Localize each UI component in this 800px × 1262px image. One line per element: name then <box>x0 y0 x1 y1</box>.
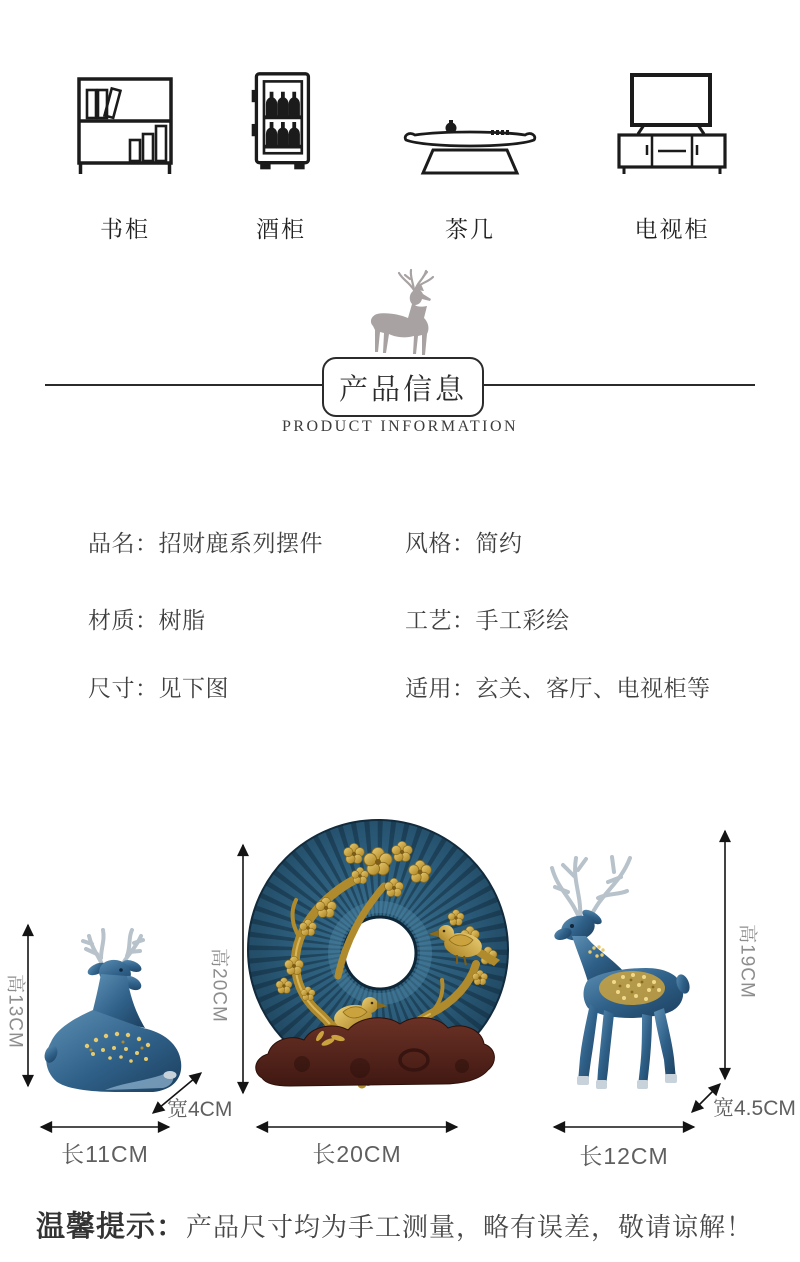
section-title: 产品信息 <box>338 373 467 406</box>
spec-size-label: 尺寸： <box>88 675 159 701</box>
scene-label-tea-table: 茶几 <box>445 216 495 242</box>
scene-label-wine-cabinet: 酒柜 <box>256 216 306 242</box>
tea-table-icon-box <box>403 68 537 175</box>
wine-cabinet-icon-box <box>244 68 318 175</box>
warm-notice <box>36 1204 792 1245</box>
length-label-standing-deer: 长12CM <box>579 1143 669 1169</box>
scene-tv-stand <box>597 68 747 244</box>
tea-table-icon <box>403 117 537 175</box>
spec-size-value: 见下图 <box>158 675 229 701</box>
height-label-standing-deer: 高19CM <box>736 924 758 999</box>
length-label-sitting-deer: 长11CM <box>61 1141 149 1167</box>
spec-size <box>88 670 229 703</box>
length-arrow-sitting-deer <box>34 1120 176 1134</box>
scene-bookcase <box>50 68 200 244</box>
bookcase-icon <box>73 75 177 175</box>
height-label-ornament: 高20CM <box>208 948 230 1023</box>
bookcase-icon-box <box>73 68 177 175</box>
tv-stand-icon-box <box>616 68 728 175</box>
standing-deer-photo <box>528 836 714 1114</box>
spec-craft-label: 工艺： <box>405 607 476 633</box>
deer-logo <box>366 268 446 358</box>
wine-cabinet-icon <box>244 71 318 175</box>
section-title-badge <box>322 357 484 417</box>
width-label-standing-deer: 宽4.5CM <box>713 1097 796 1120</box>
spec-usage-value: 玄关、客厅、电视柜等 <box>475 675 711 701</box>
length-arrow-standing-deer <box>547 1120 701 1134</box>
length-label-ornament: 长20CM <box>312 1141 402 1167</box>
spec-name <box>88 525 323 558</box>
tv-stand-icon <box>616 73 728 175</box>
scene-wine-cabinet <box>206 68 356 244</box>
spec-material-label: 材质： <box>88 607 159 633</box>
spec-usage <box>405 670 711 703</box>
scene-label-tv-stand: 电视柜 <box>634 216 710 242</box>
height-arrow-ornament <box>236 838 250 1100</box>
section-subtitle: PRODUCT INFORMATION <box>281 418 519 435</box>
standing-deer-antlers <box>552 857 630 920</box>
length-arrow-ornament <box>250 1120 464 1134</box>
spec-name-value: 招财鹿系列摆件 <box>158 530 323 556</box>
spec-craft-value: 手工彩绘 <box>475 607 570 633</box>
notice-prefix: 温馨提示： <box>36 1211 187 1243</box>
spec-name-label: 品名： <box>88 530 159 556</box>
spec-style-label: 风格： <box>405 530 476 556</box>
round-ornament-photo <box>242 816 514 1108</box>
notice-text: 产品尺寸均为手工测量，略有误差，敬请谅解！ <box>186 1212 754 1242</box>
scene-label-bookcase: 书柜 <box>100 216 150 242</box>
spec-usage-label: 适用： <box>405 675 476 701</box>
spec-style <box>405 525 523 558</box>
standing-deer-hooves <box>577 1074 677 1089</box>
spec-style-value: 简约 <box>475 530 523 556</box>
spec-material-value: 树脂 <box>158 607 206 633</box>
scene-tea-table <box>395 68 545 244</box>
height-arrow-standing-deer <box>718 824 732 1086</box>
spec-material <box>88 602 206 635</box>
height-label-sitting-deer: 高13CM <box>4 974 26 1049</box>
spec-craft <box>405 602 570 635</box>
width-label-sitting-deer: 宽4CM <box>167 1098 233 1121</box>
